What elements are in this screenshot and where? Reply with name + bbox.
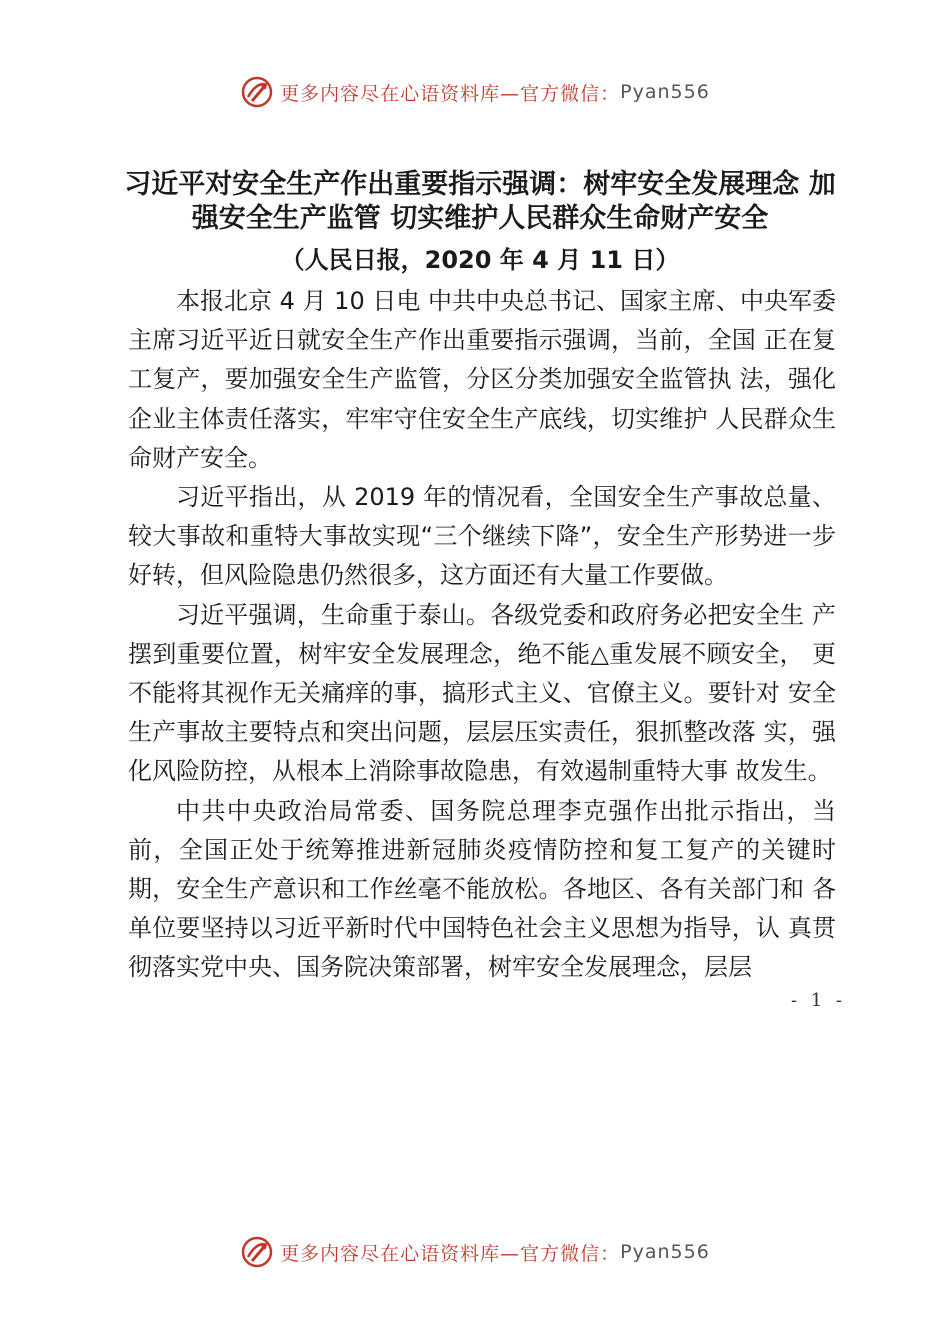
paragraph-2: 习近平指出，从 2019 年的情况看，全国安全生产事故总量、较大事故和重特大事故实现“三个继续下降”，安全生产形势进一步好转，但风险隐患仍然很多，这方面还有大量工作要做。 [128,483,836,590]
watermark-logo-icon [240,75,274,109]
wechat-id: Pyan556 [620,81,710,103]
banner-text: 更多内容尽在心语资料库—官方微信： [280,1242,621,1265]
article-source: （人民日报，2020 年 4 月 11 日） [280,246,680,274]
paragraph-1: 本报北京 4 月 10 日电 中共中央总书记、国家主席、中央军委主席习近平近日就安全生产作出重要指示强调，当前，全国 正在复工复产，要加强安全生产监管，分区分类加强安全监管执 法，强化企业主体责任落实，牢牢守住安全生产底线，切实维护 人民群众生命财产安全。 [128,287,836,472]
bottom-watermark-banner [0,1232,950,1272]
wechat-id: Pyan556 [620,1241,710,1263]
top-watermark-banner [0,72,950,112]
watermark-logo-icon [240,1235,274,1269]
article-title: 习近平对安全生产作出重要指示强调：树牢安全发展理念 加强安全生产监管 切实维护人民群众生命财产安全 [124,169,836,234]
banner-text: 更多内容尽在心语资料库—官方微信： [280,82,621,105]
paragraph-4: 中共中央政治局常委、国务院总理李克强作出批示指出，当 前，全国正处于统筹推进新冠肺炎疫情防控和复工复产的关键时 期，安全生产意识和工作丝毫不能放松。各地区、各有关部门和 各单位要坚持以习近平新时代中国特色社会主义思想为指导，认 真贯彻落实党中央、国务院决策部署，树牢安全发展理念，层层 [128,796,836,982]
paragraph-3: 习近平强调，生命重于泰山。各级党委和政府务必把安全生 产摆到重要位置，树牢安全发展理念，绝不能△重发展不顾安全， 更不能将其视作无关痛痒的事，搞形式主义、官僚主义。要针对 安全生产事故主要特点和突出问题，层层压实责任，狠抓整改落 实，强化风险防控，从根本上消除事故隐患，有效遏制重特大事 故发生。 [128,600,836,786]
article-body [128,282,836,988]
page-number: - 1 - [790,990,846,1011]
